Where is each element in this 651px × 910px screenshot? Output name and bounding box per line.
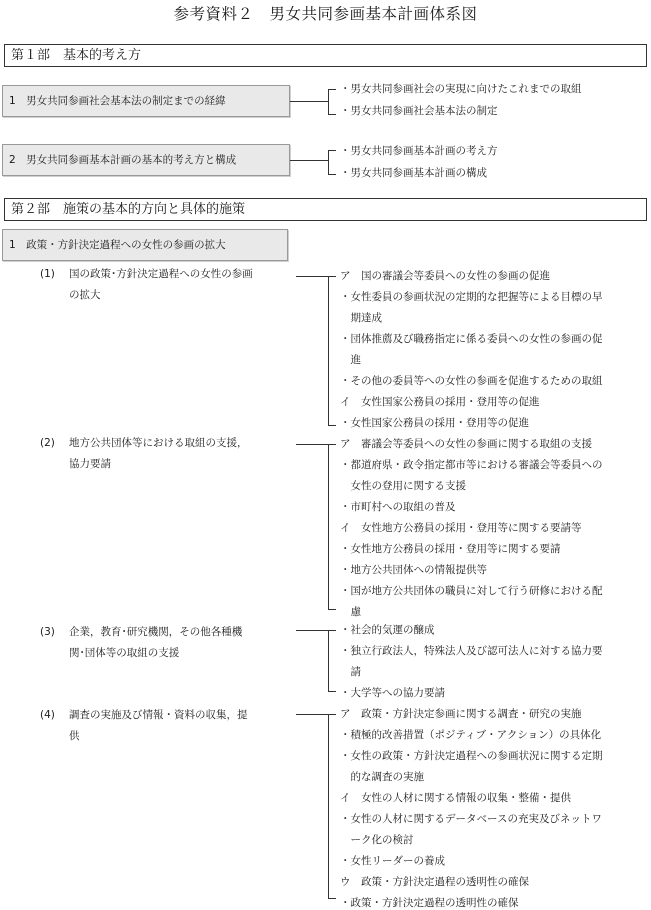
part2-header: 第２部 施策の基本的方向と具体的施策 bbox=[4, 198, 647, 221]
part1-item2-bullet: ・男女共同参画基本計画の考え方 bbox=[340, 145, 498, 157]
sub2-label-line: 地方公共団体等における取組の支援， bbox=[69, 437, 248, 449]
sub2-detail-line: 女性の登用に関する支援 bbox=[340, 480, 466, 492]
sub2-number: (2) bbox=[40, 437, 55, 449]
part1-item1-box: 1 男女共同参画社会基本法の制定までの経緯 bbox=[2, 85, 290, 117]
sub1-detail-line: 期達成 bbox=[340, 312, 382, 324]
connector-line bbox=[328, 425, 336, 426]
sub1-detail-line: ・女性国家公務員の採用・登用等の促進 bbox=[340, 417, 529, 429]
connector-line bbox=[328, 898, 336, 899]
sub1-detail-line: ・女性委員の参画状況の定期的な把握等による目標の早 bbox=[340, 291, 603, 303]
connector-line bbox=[328, 691, 336, 692]
sub1-label bbox=[69, 264, 294, 306]
connector-line bbox=[328, 630, 336, 631]
connector-line bbox=[328, 174, 336, 175]
sub2-label-line: 協力要請 bbox=[69, 458, 111, 470]
connector-line bbox=[328, 89, 336, 90]
sub4-label bbox=[69, 705, 294, 747]
sub4-detail-line: 的な調査の実施 bbox=[340, 771, 424, 783]
connector-line bbox=[328, 714, 336, 715]
part2-item1-box: 1 政策・方針決定過程への女性の参画の拡大 bbox=[2, 229, 288, 261]
sub1-detail-line: ・その他の委員等への女性の参画を促進するための取組 bbox=[340, 375, 603, 387]
sub4-detail-line: ・女性の政策・方針決定過程への参画状況に関する定期 bbox=[340, 750, 603, 762]
connector-line bbox=[328, 276, 336, 277]
sub4-detail-line: ・政策・方針決定過程の透明性の確保 bbox=[340, 897, 519, 909]
sub4-label-line: 供 bbox=[69, 730, 80, 742]
connector-line bbox=[296, 276, 328, 277]
sub3-detail-line: ・社会的気運の醸成 bbox=[340, 624, 435, 636]
connector-line bbox=[296, 714, 328, 715]
page-title: 参考資料２ 男女共同参画基本計画体系図 bbox=[173, 5, 478, 23]
sub4-detail-line: ・女性の人材に関するデータベースの充実及びネットワ bbox=[340, 813, 602, 825]
sub1-detail-line: ア 国の審議会等委員への女性の参画の促進 bbox=[340, 270, 550, 282]
sub4-detail-line: ーク化の検討 bbox=[340, 834, 414, 846]
connector-line bbox=[328, 444, 336, 445]
part1-item1-bullet: ・男女共同参画社会基本法の制定 bbox=[340, 105, 498, 117]
sub4-detail-line: ウ 政策・方針決定過程の透明性の確保 bbox=[340, 876, 529, 888]
connector-line bbox=[328, 609, 336, 610]
bracket-line bbox=[328, 89, 329, 114]
sub2-detail-line: ・国が地方公共団体の職員に対して行う研修における配 bbox=[340, 585, 603, 597]
sub2-detail-line: イ 女性地方公務員の採用・登用等に関する要請等 bbox=[340, 522, 582, 534]
sub3-detail-line: 請 bbox=[340, 666, 361, 678]
sub4-detail-line: ・積極的改善措置（ポジティブ・アクション）の具体化 bbox=[340, 729, 602, 741]
sub3-number: (3) bbox=[40, 626, 55, 638]
sub2-detail-line: ・市町村への取組の普及 bbox=[340, 501, 456, 513]
bracket-line bbox=[328, 276, 329, 425]
sub2-detail-line: ・女性地方公務員の採用・登用等に関する要請 bbox=[340, 543, 561, 555]
sub3-label-line: 企業，教育･研究機関，その他各種機 bbox=[69, 626, 243, 638]
bracket-line bbox=[328, 444, 329, 609]
sub3-detail-line: ・大学等への協力要請 bbox=[340, 687, 445, 699]
connector-line bbox=[296, 630, 328, 631]
connector-line bbox=[328, 114, 336, 115]
sub4-detail-line: イ 女性の人材に関する情報の収集・整備・提供 bbox=[340, 792, 571, 804]
connector-line bbox=[290, 160, 328, 161]
sub1-label-line: の拡大 bbox=[69, 289, 101, 301]
sub4-detail-line: ・女性リーダーの養成 bbox=[340, 855, 445, 867]
part1-header: 第１部 基本的考え方 bbox=[4, 44, 647, 67]
sub2-detail-line: 慮 bbox=[340, 606, 361, 618]
bracket-line bbox=[328, 630, 329, 691]
part1-item2-box: 2 男女共同参画基本計画の基本的考え方と構成 bbox=[2, 144, 290, 176]
sub1-detail-line: ・団体推薦及び職務指定に係る委員への女性の参画の促 bbox=[340, 333, 603, 345]
sub3-label bbox=[69, 622, 294, 664]
sub3-detail-line: ・独立行政法人，特殊法人及び認可法人に対する協力要 bbox=[340, 645, 603, 657]
sub1-number: (1) bbox=[40, 268, 55, 280]
connector-line bbox=[296, 444, 328, 445]
sub4-detail-line: ア 政策・方針決定参画に関する調査・研究の実施 bbox=[340, 708, 582, 720]
sub1-label-line: 国の政策･方針決定過程への女性の参画 bbox=[69, 268, 253, 280]
sub2-label bbox=[69, 433, 294, 475]
sub4-label-line: 調査の実施及び情報・資料の収集，提 bbox=[69, 709, 248, 721]
sub1-detail-line: 進 bbox=[340, 354, 361, 366]
sub2-detail-line: ア 審議会等委員への女性の参画に関する取組の支援 bbox=[340, 438, 592, 450]
sub4-number: (4) bbox=[40, 709, 55, 721]
sub1-detail-line: イ 女性国家公務員の採用・登用等の促進 bbox=[340, 396, 540, 408]
sub2-detail-line: ・都道府県・政令指定都市等における審議会等委員への bbox=[340, 459, 603, 471]
bracket-line bbox=[328, 150, 329, 174]
sub2-detail-line: ・地方公共団体への情報提供等 bbox=[340, 564, 487, 576]
part1-item2-bullet: ・男女共同参画基本計画の構成 bbox=[340, 167, 487, 179]
connector-line bbox=[290, 101, 328, 102]
sub3-label-line: 関･団体等の取組の支援 bbox=[69, 647, 180, 659]
bracket-line bbox=[328, 714, 329, 898]
connector-line bbox=[328, 150, 336, 151]
part1-item1-bullet: ・男女共同参画社会の実現に向けたこれまでの取組 bbox=[340, 83, 582, 95]
